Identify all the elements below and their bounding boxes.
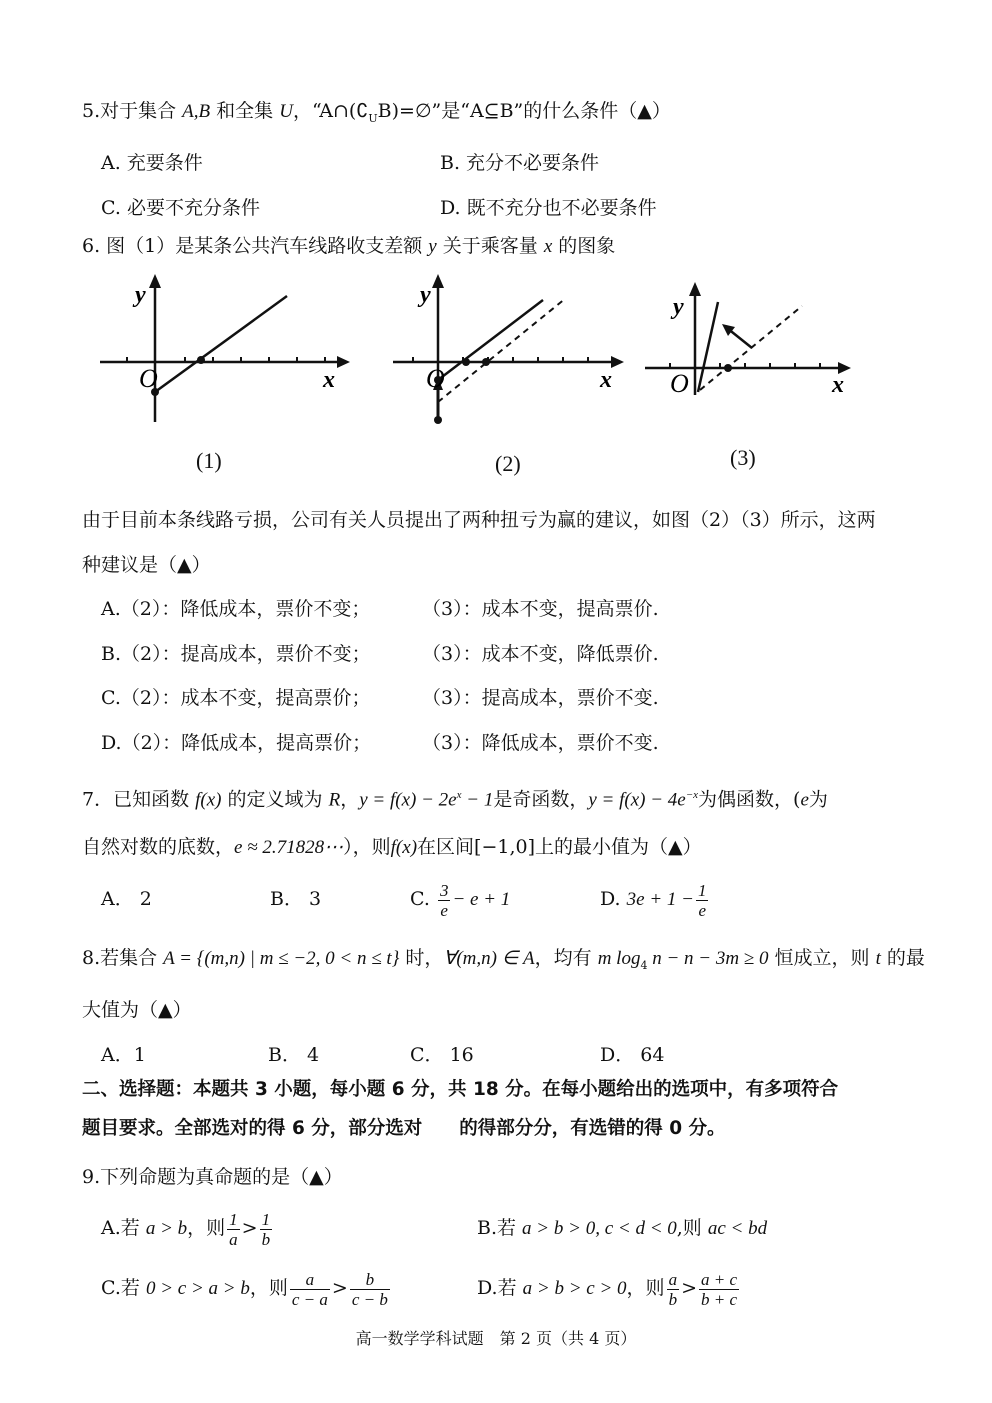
q7-c-num: 3 <box>439 880 449 900</box>
q9-b-mid: ,则 <box>676 1217 708 1239</box>
graph2-x-label: x <box>600 367 612 393</box>
q7-text-5: 为偶函数，( <box>698 788 801 811</box>
q8-t: t <box>875 948 881 969</box>
graph3-new-steep-line <box>698 302 718 392</box>
q8-log-base: 4 <box>640 958 648 972</box>
q9-b-res: ac < bd <box>707 1218 768 1239</box>
q9-c-frac-1 <box>290 1270 330 1309</box>
q7-option-d <box>600 874 710 925</box>
q7-option-a: A． 2 <box>101 888 152 910</box>
q9-a-n2: 1 <box>261 1209 271 1229</box>
q6-stem-mid: 关于乘客量 <box>436 235 544 257</box>
q9-c-d2: c − b <box>351 1289 388 1309</box>
graph3-y-arrow <box>689 282 701 296</box>
q7-text-6: 为 <box>808 788 828 811</box>
q9-d-gt: > <box>681 1277 697 1299</box>
q7-option-c-rest: − e + 1 <box>452 889 511 910</box>
q7-interval: [−1,0] <box>474 836 536 858</box>
q8-option-b: B． 4 <box>268 1044 320 1066</box>
q9-c-frac-2 <box>350 1270 390 1309</box>
q6-var-y: y <box>428 236 437 257</box>
graph2-y-arrow <box>432 274 444 288</box>
q7-text-2: 的定义域为 <box>221 788 329 811</box>
q9-a-mid: ，则 <box>187 1217 226 1239</box>
q7-option-d-main: 3e + 1 − <box>626 889 694 910</box>
q7-e: e <box>800 789 809 811</box>
q5-option-c: C. 必要不充分条件 <box>101 197 260 219</box>
q7-d-den: e <box>698 900 706 920</box>
graph1-origin-label: O <box>139 364 158 393</box>
q6-caption-1: (1) <box>196 448 222 473</box>
q8-text-4: 恒成立，则 <box>768 947 876 969</box>
q7-option-c-label: C. <box>410 888 430 910</box>
graph1-x-label: x <box>323 367 335 393</box>
q7-stem <box>82 783 828 812</box>
q7-c-den: e <box>440 900 448 920</box>
q6-stem <box>82 234 615 259</box>
page-footer: 高一数学学科试题 第 2 页（共 4 页） <box>355 1329 637 1348</box>
q6-option-c-right: （3）：提高成本，票价不变. <box>422 687 659 709</box>
q7-d-num: 1 <box>697 880 707 900</box>
q7-eq1-tail: − 1 <box>461 789 494 811</box>
section2-heading-line-1: 二、选择题：本题共 3 小题，每小题 6 分，共 18 分。在每小题给出的选项中，有多项符合 <box>82 1079 839 1100</box>
q9-d-d2: b + c <box>700 1289 738 1309</box>
q8-text-1: 8.若集合 <box>82 947 164 969</box>
q9-c-d1: c − a <box>291 1289 328 1309</box>
q9-stem: 9.下列命题为真命题的是（▲） <box>82 1166 343 1188</box>
q9-d-cond: a > b > c > 0 <box>522 1278 627 1299</box>
q5-sets: A,B <box>182 101 211 122</box>
q7-line2-text-d: 上的最小值为（▲） <box>535 836 702 858</box>
q7-option-d-label: D. <box>600 888 621 910</box>
q8-set: A = {(m,n) | m ≤ −2, 0 < n ≤ t} <box>163 948 400 969</box>
graph3-root-dot <box>724 364 732 372</box>
q6-graph-1 <box>95 272 360 432</box>
q7-line2-text-a: 自然对数的底数， <box>82 836 235 858</box>
q8-option-a: A．1 <box>101 1044 146 1066</box>
q7-text-1: 7．已知函数 <box>82 788 196 811</box>
q9-c-mid: ，则 <box>249 1277 288 1299</box>
q8-text-5: 的最 <box>880 947 925 969</box>
q6-graph-3 <box>640 280 860 420</box>
q5-condition: ，“A∩(∁ <box>292 100 369 122</box>
q7-domain-R: R <box>328 789 341 811</box>
graph2-origin-label: O <box>426 364 445 393</box>
graph1-x-arrow <box>337 356 350 368</box>
q9-c-pre: C.若 <box>101 1277 146 1299</box>
q5-condition-sub: U <box>368 111 378 125</box>
q9-a-gt: > <box>241 1217 258 1239</box>
q9-b-cond: a > b > 0, c < d < 0 <box>522 1218 677 1239</box>
q7-text-4: 是奇函数， <box>493 788 589 811</box>
q8-stem <box>82 946 925 978</box>
q6-line-3: 种建议是（▲） <box>82 554 211 576</box>
graph2-y-label: y <box>420 282 431 308</box>
q9-d-d1: b <box>668 1289 678 1309</box>
graph3-origin-label: O <box>670 369 689 398</box>
q7-line2-text-b: ），则 <box>343 836 391 858</box>
q5-condition-post: B)=∅”是“A⊆B”的什么条件（▲） <box>377 100 671 122</box>
q6-stem-post: 的图象 <box>552 235 616 257</box>
graph1-y-label: y <box>135 282 146 308</box>
q8-ineq-b: n − n − 3m ≥ 0 <box>647 948 769 969</box>
q9-a-d2: b <box>261 1229 271 1249</box>
q9-a-cond: a > b <box>145 1218 188 1239</box>
graph3-y-label: y <box>673 294 684 320</box>
graph2-new-line <box>438 300 543 380</box>
q7-fx-2: f(x) <box>390 837 418 858</box>
q9-b-pre: B.若 <box>477 1217 523 1239</box>
q9-c-cond: 0 > c > a > b <box>145 1278 250 1299</box>
graph2-original-dashed-line <box>438 298 566 402</box>
q7-e-approx: e ≈ 2.71828⋯ <box>234 837 344 858</box>
q6-caption-3: (3) <box>730 445 756 470</box>
q7-eq2-exp: −x <box>685 789 699 801</box>
q6-line-2: 由于目前本条线路亏损，公司有关人员提出了两种扭亏为赢的建议，如图（2）（3）所示，这两 <box>82 509 876 531</box>
q6-option-a-right: （3）：成本不变，提高票价. <box>422 598 659 620</box>
q9-c-n1: a <box>290 1270 330 1290</box>
q8-line-2: 大值为（▲） <box>82 999 192 1021</box>
q8-forall: ∀(m,n) ∈ A <box>443 948 535 969</box>
q7-option-d-fraction <box>696 881 709 920</box>
graph2-new-root-dot <box>462 358 470 366</box>
graph2-old-intercept-dot <box>434 416 442 424</box>
q8-option-c: C． 16 <box>410 1044 474 1066</box>
q6-graph-2 <box>388 272 633 432</box>
q7-eq1: y = f(x) − 2e <box>359 789 457 811</box>
q7-fx: f(x) <box>195 789 222 811</box>
q9-option-d <box>477 1264 741 1313</box>
q7-option-c-fraction <box>438 881 451 920</box>
q9-a-pre: A.若 <box>101 1217 146 1239</box>
q5-stem-text: 5.对于集合 <box>82 100 183 122</box>
q5-option-b: B. 充分不必要条件 <box>440 152 600 174</box>
q5-stem <box>82 99 671 131</box>
q9-a-frac-2 <box>260 1210 273 1249</box>
q9-d-mid: ，则 <box>626 1277 665 1299</box>
q9-c-gt: > <box>331 1277 348 1299</box>
q9-d-n1: a <box>668 1269 678 1289</box>
q8-ineq-a: m log <box>597 948 641 969</box>
q9-a-n1: 1 <box>229 1209 238 1229</box>
graph2-x-arrow <box>611 356 624 368</box>
q5-universe: U <box>279 101 293 122</box>
q7-text-3: ， <box>340 788 360 811</box>
q8-option-d: D． 64 <box>600 1044 665 1066</box>
q6-option-b-right: （3）：成本不变，降低票价. <box>422 643 659 665</box>
section2-heading-line-2: 题目要求。全部选对的得 6 分，部分选对 的得部分分，有选错的得 0 分。 <box>82 1118 726 1139</box>
graph1-line <box>155 296 287 392</box>
q7-option-b: B． 3 <box>270 888 322 910</box>
q6-caption-2: (2) <box>495 451 521 476</box>
q6-option-c-left: C.（2）：成本不变，提高票价； <box>101 687 371 709</box>
q6-option-d-left: D.（2）：降低成本，提高票价； <box>101 732 372 754</box>
q9-d-frac-2 <box>699 1270 739 1309</box>
q5-option-d: D. 既不充分也不必要条件 <box>440 197 657 219</box>
q7-option-c <box>410 874 510 925</box>
q6-var-x: x <box>543 236 553 257</box>
q6-option-d-right: （3）：降低成本，票价不变. <box>422 732 659 754</box>
q9-d-pre: D.若 <box>477 1277 523 1299</box>
q9-d-n2: a + c <box>700 1269 738 1289</box>
q9-option-a <box>101 1204 274 1253</box>
graph3-x-label: x <box>832 372 844 398</box>
q9-a-frac-1 <box>227 1210 240 1249</box>
q6-option-a-left: A.（2）：降低成本，票价不变； <box>101 598 371 620</box>
q9-option-c <box>101 1264 392 1313</box>
q5-stem-mid: 和全集 <box>210 100 280 122</box>
q6-stem-text: 6. 图（1）是某条公共汽车线路收支差额 <box>82 235 429 257</box>
q7-eq2: y = f(x) − 4e <box>588 789 686 811</box>
q9-c-n2: b <box>350 1270 390 1290</box>
graph1-y-arrow <box>149 274 161 288</box>
q8-text-3: ，均有 <box>534 947 598 969</box>
q7-line2-text-c: 在区间 <box>417 836 475 858</box>
q7-eq1-exp: x <box>456 789 462 801</box>
q8-text-2: 时， <box>399 947 444 969</box>
q9-a-d1: a <box>229 1229 238 1249</box>
q9-d-frac-1 <box>667 1270 680 1309</box>
q7-line-2 <box>82 835 702 860</box>
q9-option-b <box>477 1216 767 1241</box>
graph1-root-dot <box>197 356 205 364</box>
q5-option-a: A. 充要条件 <box>101 152 203 174</box>
q6-option-b-left: B.（2）：提高成本，票价不变； <box>101 643 371 665</box>
graph2-old-root-dot <box>482 358 490 366</box>
